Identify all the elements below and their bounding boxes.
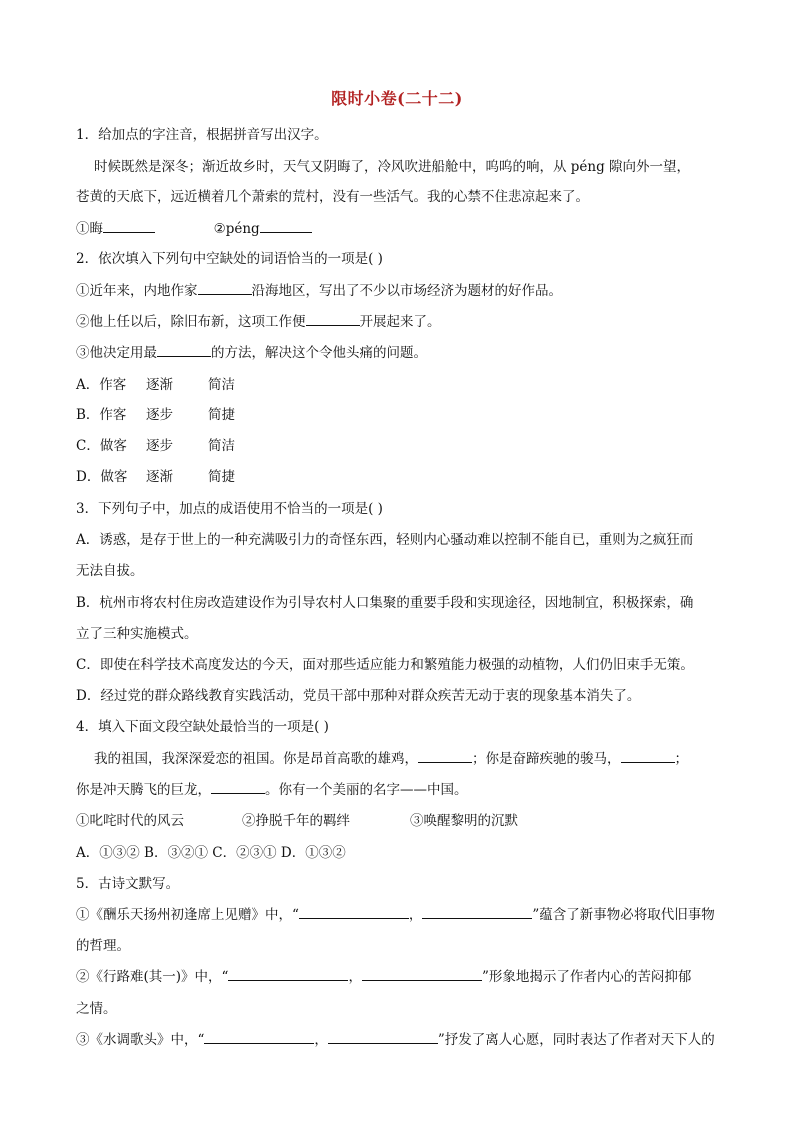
q1-answer2-label: ②péng (213, 221, 260, 237)
q2-option-b-word1: B．作客 (76, 407, 127, 423)
q3-option-a-line1[interactable]: A．诱惑，是存于世上的一种充满吸引力的奇怪东西，轻则内心骚动难以控制不能自已，重则为之疯狂而 (76, 532, 694, 548)
q1-passage-line2: 苍黄的天底下，远近横着几个萧索的荒村，没有一些活气。我的心禁不住悲凉起来了。 (76, 189, 589, 205)
q5-item3-line1 (76, 1031, 715, 1049)
q3-option-d[interactable]: D．经过党的群众路线教育实践活动，党员干部中那种对群众疾苦无动于衷的现象基本消失了。 (76, 688, 641, 704)
q4-choice-1: ①叱咤时代的风云 (76, 813, 184, 829)
q5-item2-a: ②《行路难(其一)》中，“ (76, 969, 229, 985)
q2-option-d[interactable] (76, 468, 235, 486)
q3-option-b-line1[interactable]: B．杭州市将农村住房改造建设作为引导农村人口集聚的重要手段和实现途径，因地制宜，积极探索，确 (76, 595, 694, 611)
q4-passage-2a: 你是冲天腾飞的巨龙， (76, 782, 211, 798)
q2-option-b[interactable] (76, 406, 235, 424)
q3-option-c[interactable]: C．即使在科学技术高度发达的今天，面对那些适应能力和繁殖能力极强的动植物，人们仍旧束手无策。 (76, 657, 694, 673)
q2-sentence1 (76, 282, 562, 300)
q5-item3-b: ， (314, 1032, 328, 1048)
q2-option-c-word3: 简洁 (208, 438, 235, 454)
q2-option-c[interactable] (76, 437, 235, 455)
q3-option-b-line2: 立了三种实施模式。 (76, 626, 198, 642)
q4-choices-row (76, 812, 518, 830)
q5-item3-a: ③《水调歌头》中，“ (76, 1032, 205, 1048)
q2-sentence2-a: ②他上任以后，除旧布新，这项工作便 (76, 314, 306, 330)
q5-item3-blank2[interactable] (328, 1031, 438, 1044)
q4-passage-line2 (76, 781, 468, 799)
q2-sentence2 (76, 313, 441, 331)
q2-sentence1-b: 沿海地区，写出了不少以市场经济为题材的好作品。 (251, 283, 562, 299)
q2-sentence1-a: ①近年来，内地作家 (76, 283, 198, 299)
q4-blank1[interactable] (418, 750, 472, 763)
q4-stem: 4．填入下面文段空缺处最恰当的一项是( ) (76, 719, 329, 735)
q2-option-a-word1: A．作客 (76, 377, 127, 393)
q2-option-d-word2: 逐渐 (146, 469, 173, 485)
q5-item1-c: ”蕴含了新事物必将取代旧事物 (532, 907, 715, 923)
q2-option-b-word3: 简捷 (208, 407, 235, 423)
q1-passage-line1: 时候既然是深冬；渐近故乡时，天气又阴晦了，冷风吹进船舱中，呜呜的响，从 péng 隙向外一望， (94, 159, 691, 175)
q2-option-c-word1: C．做客 (76, 438, 127, 454)
q4-passage-line1 (94, 750, 688, 768)
q4-blank3[interactable] (211, 781, 265, 794)
q2-option-d-word3: 简捷 (208, 469, 235, 485)
q2-sentence3-b: 的方法，解决这个令他头痛的问题。 (211, 345, 427, 361)
q2-option-d-word1: D．做客 (76, 469, 128, 485)
q5-item2-blank1[interactable] (228, 968, 348, 981)
q5-item1-line2: 的哲理。 (76, 938, 130, 954)
q5-item2-line2: 之情。 (76, 1001, 117, 1017)
q2-sentence3 (76, 344, 427, 362)
q2-stem: 2．依次填入下列句中空缺处的词语恰当的一项是( ) (76, 251, 383, 267)
q1-stem: 1．给加点的字注音，根据拼音写出汉字。 (76, 127, 328, 143)
q5-item1-b: ， (408, 907, 423, 923)
q4-passage-2b: 。你有一个美丽的名字——中国。 (265, 782, 468, 798)
q5-item2-b: ， (348, 969, 362, 985)
page-title: 限时小卷(二十二) (331, 89, 463, 108)
q4-passage-1a: 我的祖国，我深深爱恋的祖国。你是昂首高歌的雄鸡， (94, 751, 418, 767)
q5-item1-a: ①《酬乐天扬州初逢席上见赠》中，“ (76, 907, 299, 923)
q1-answer-row (76, 220, 312, 238)
q5-item2-blank2[interactable] (362, 968, 482, 981)
q2-sentence3-a: ③他决定用最 (76, 345, 157, 361)
q4-passage-1c: ； (674, 751, 688, 767)
q2-blank3[interactable] (157, 344, 211, 357)
q5-item1-blank1[interactable] (299, 906, 409, 919)
q2-option-a-word3: 简洁 (208, 377, 235, 393)
q3-option-a-line2: 无法自拔。 (76, 563, 144, 579)
q4-choice-2: ②挣脱千年的羁绊 (242, 813, 350, 829)
q2-sentence2-b: 开展起来了。 (359, 314, 441, 330)
q4-passage-1b: ；你是奋蹄疾驰的骏马， (472, 751, 621, 767)
q5-item1-blank2[interactable] (422, 906, 532, 919)
q5-item3-c: ”抒发了离人心愿，同时表达了作者对天下人的 (437, 1032, 715, 1048)
q4-blank2[interactable] (621, 750, 675, 763)
q1-answer2-blank[interactable] (260, 220, 312, 233)
q5-item2-line1 (76, 968, 691, 986)
q1-answer1-label: ①晦 (76, 221, 103, 237)
q5-item2-c: ”形象地揭示了作者内心的苦闷抑郁 (481, 969, 692, 985)
q5-stem: 5．古诗文默写。 (76, 876, 180, 892)
q1-answer1-blank[interactable] (103, 220, 155, 233)
q5-item1-line1 (76, 906, 715, 924)
q2-option-b-word2: 逐步 (146, 407, 173, 423)
q4-answer-options[interactable]: A．①③② B．③②① C．②③① D．①③② (76, 845, 346, 861)
q3-stem: 3．下列句子中，加点的成语使用不恰当的一项是( ) (76, 501, 383, 517)
q5-item3-blank1[interactable] (204, 1031, 314, 1044)
q2-option-c-word2: 逐步 (146, 438, 173, 454)
q2-option-a-word2: 逐渐 (146, 377, 173, 393)
q2-blank1[interactable] (198, 282, 252, 295)
q4-choice-3: ③唤醒黎明的沉默 (410, 813, 518, 829)
q2-blank2[interactable] (306, 313, 360, 326)
q2-option-a[interactable] (76, 376, 235, 394)
